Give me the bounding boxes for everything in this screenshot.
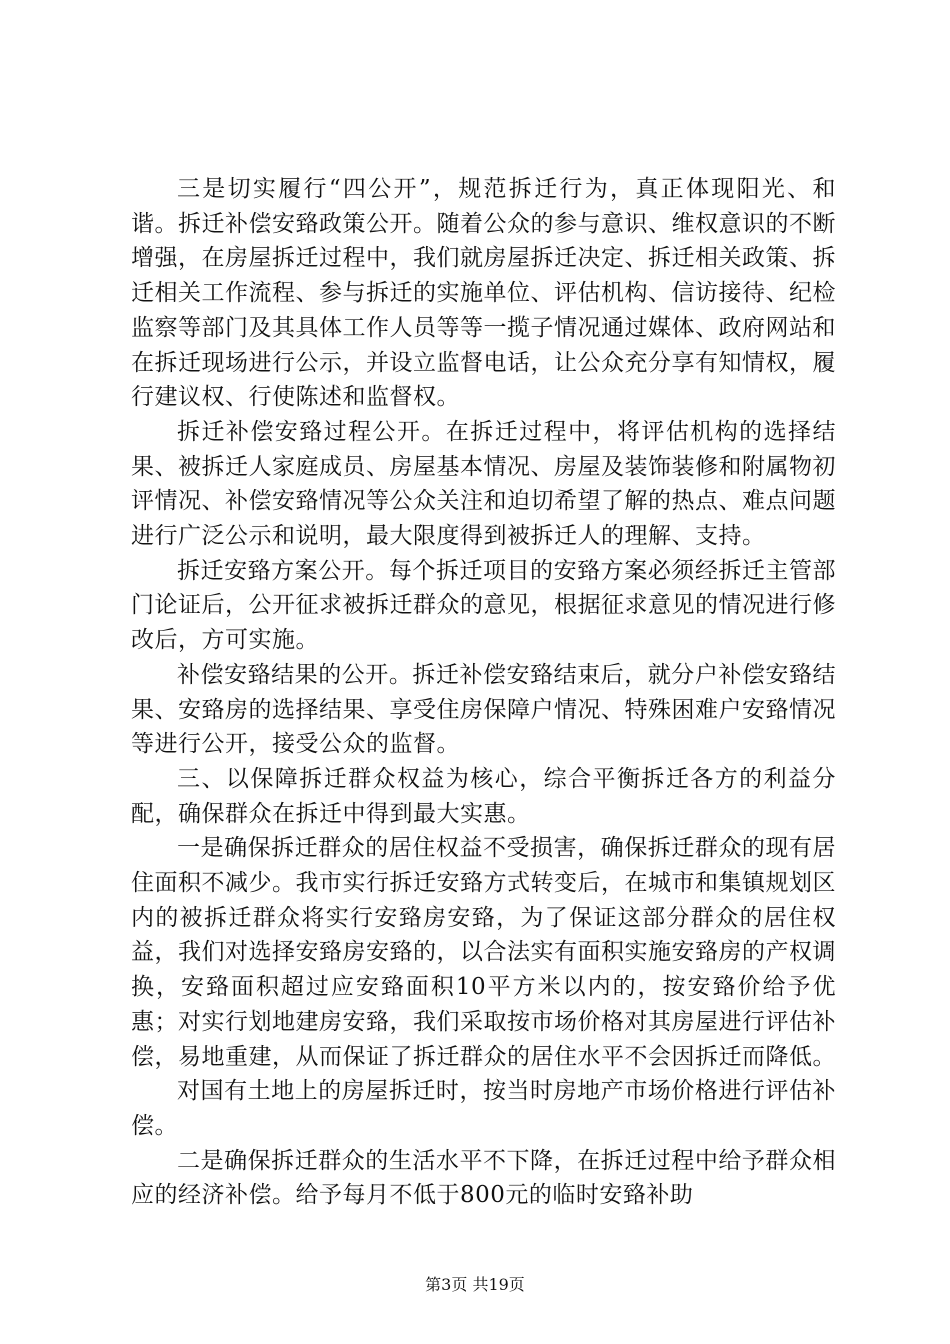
paragraph: 一是确保拆迁群众的居住权益不受损害，确保拆迁群众的现有居住面积不减少。我市实行拆迁安臵方式转变后，在城市和集镇规划区内的被拆迁群众将实行安臵房安臵，为了保证这部分群众的居住权益，我们对选择安臵房安臵的，以合法实有面积实施安臵房的产权调换，安臵面积超过应安臵面积10平方米以内的，按安臵价给予优惠；对实行划地建房安臵，我们采取按市场价格对其房屋进行评估补偿，易地重建，从而保证了拆迁群众的居住水平不会因拆迁而降低。: [131, 835, 836, 1070]
document-body: [131, 172, 836, 1213]
paragraph: 二是确保拆迁群众的生活水平不下降，在拆迁过程中给予群众相应的经济补偿。给予每月不低于800元的临时安臵补助: [131, 1147, 836, 1209]
page-footer: 第3页 共19页: [425, 1275, 525, 1294]
paragraph: 补偿安臵结果的公开。拆迁补偿安臵结束后，就分户补偿安臵结果、安臵房的选择结果、享受住房保障户情况、特殊困难户安臵情况等进行公开，接受公众的监督。: [131, 661, 836, 758]
section-heading: 三、以保障拆迁群众权益为核心，综合平衡拆迁各方的利益分配，确保群众在拆迁中得到最大实惠。: [131, 765, 836, 827]
paragraph: 三是切实履行“四公开”，规范拆迁行为，真正体现阳光、和谐。拆迁补偿安臵政策公开。随着公众的参与意识、维权意识的不断增强，在房屋拆迁过程中，我们就房屋拆迁决定、拆迁相关政策、拆迁相关工作流程、参与拆迁的实施单位、评估机构、信访接待、纪检监察等部门及其具体工作人员等等一揽子情况通过媒体、政府网站和在拆迁现场进行公示，并设立监督电话，让公众充分享有知情权，履行建议权、行使陈述和监督权。: [131, 176, 836, 411]
paragraph: 对国有土地上的房屋拆迁时，按当时房地产市场价格进行评估补偿。: [131, 1078, 836, 1139]
paragraph: 拆迁补偿安臵过程公开。在拆迁过程中，将评估机构的选择结果、被拆迁人家庭成员、房屋基本情况、房屋及装饰装修和附属物初评情况、补偿安臵情况等公众关注和迫切希望了解的热点、难点问题进行广泛公示和说明，最大限度得到被拆迁人的理解、支持。: [131, 418, 836, 550]
paragraph: 拆迁安臵方案公开。每个拆迁项目的安臵方案必须经拆迁主管部门论证后，公开征求被拆迁群众的意见，根据征求意见的情况进行修改后，方可实施。: [131, 557, 836, 654]
